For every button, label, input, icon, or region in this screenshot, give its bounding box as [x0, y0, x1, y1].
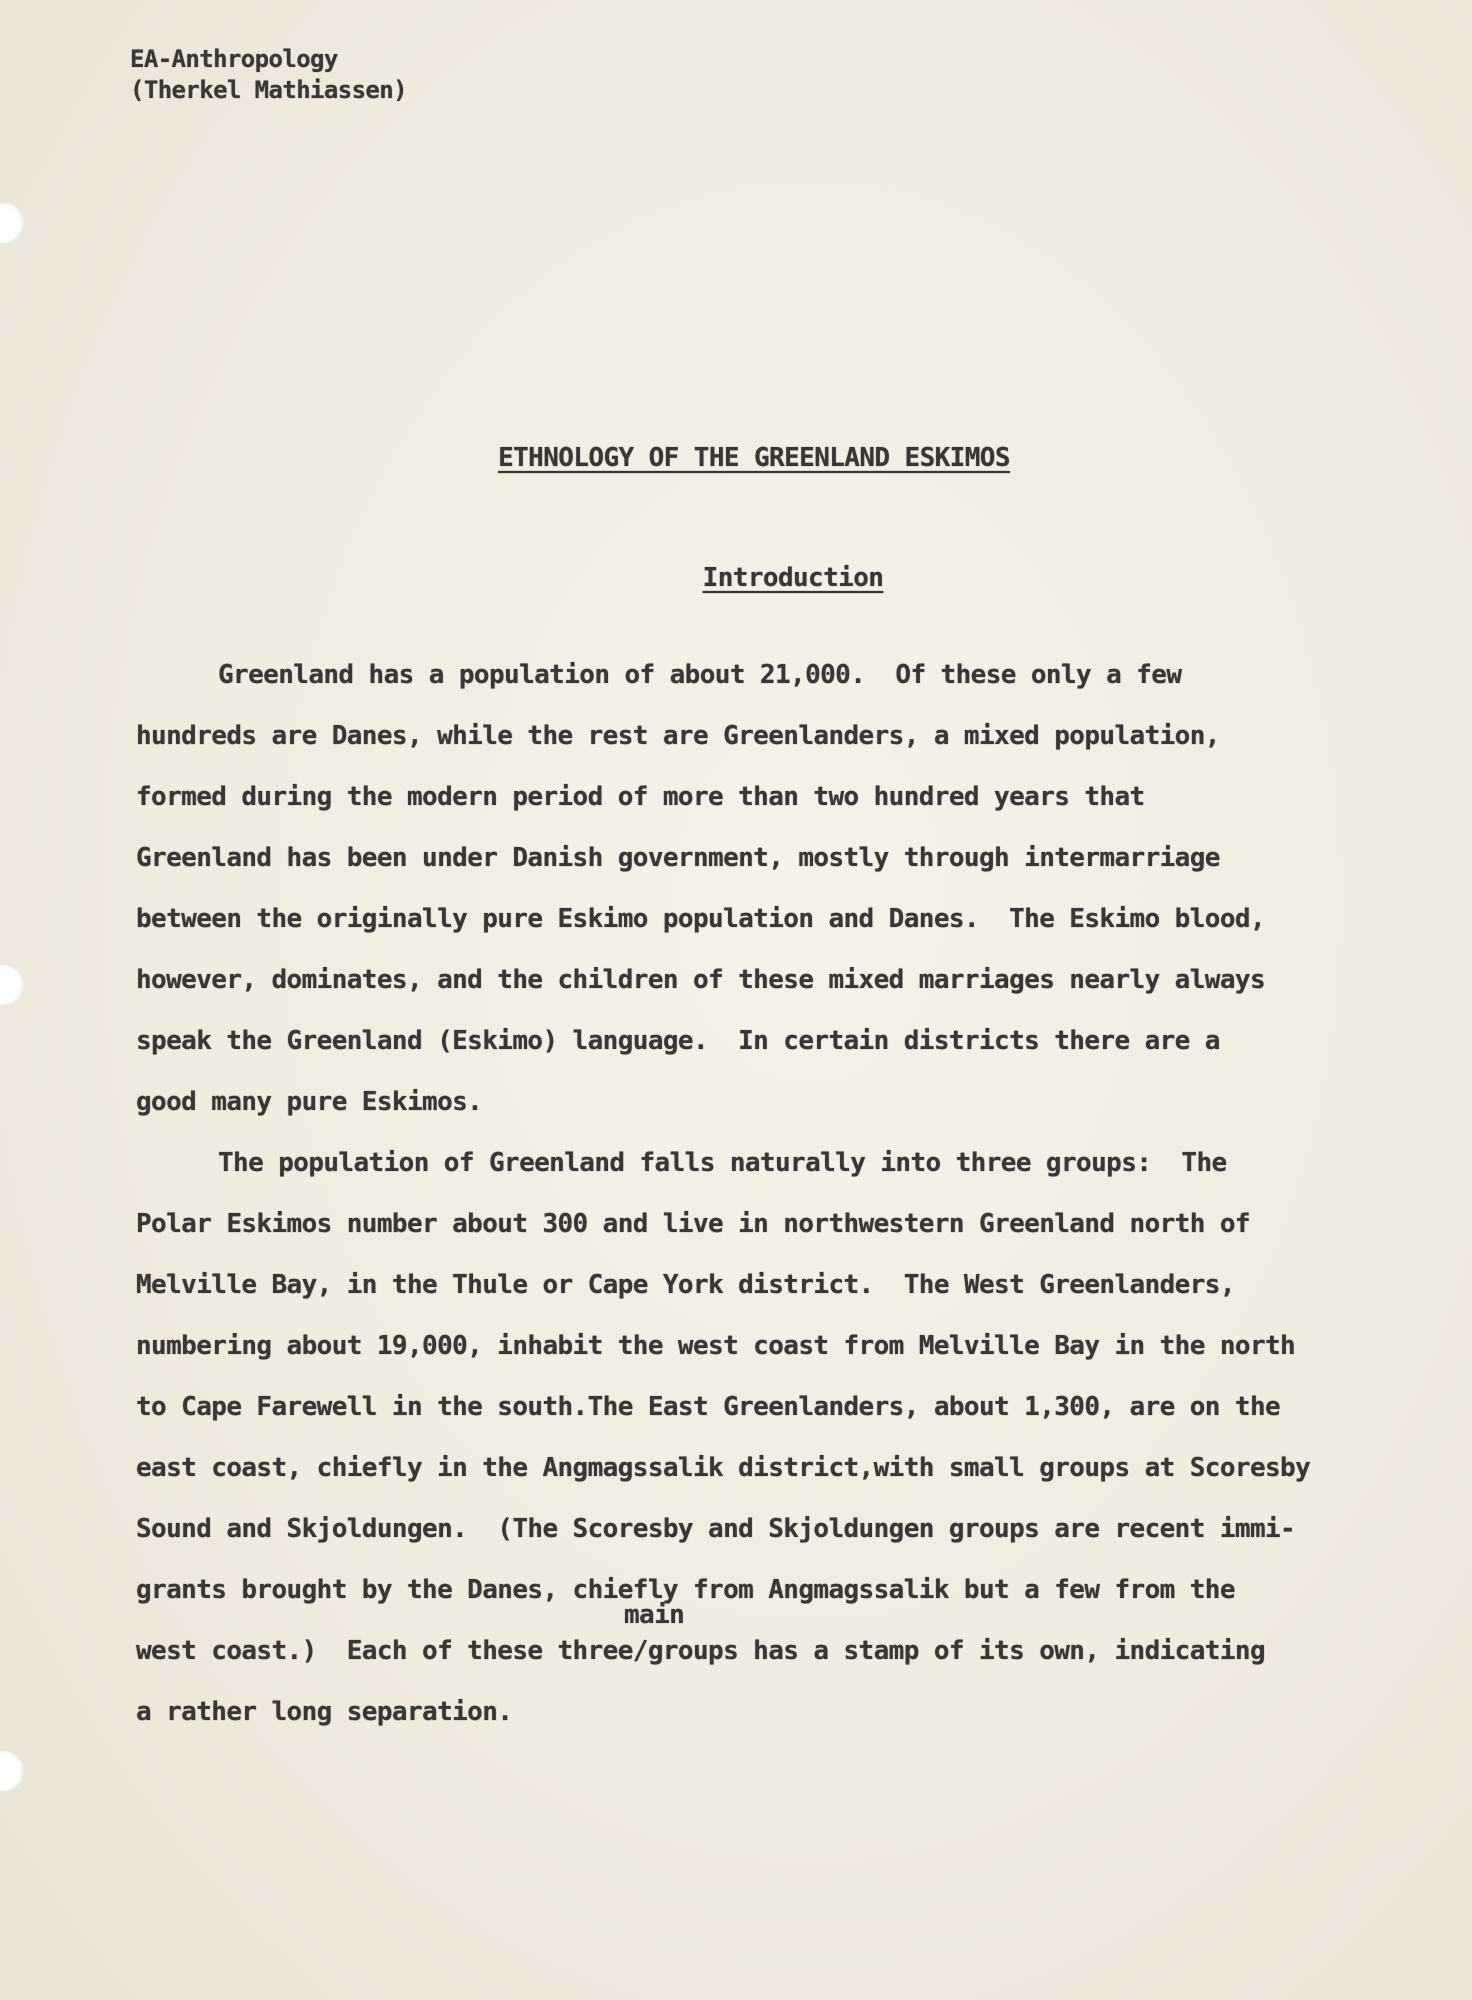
- paragraph-1-line: good many pure Eskimos.: [136, 1087, 483, 1117]
- paragraph-2-line: numbering about 19,000, inhabit the west coast from Melville Bay in the north: [136, 1331, 1296, 1361]
- punch-hole: [0, 1751, 24, 1791]
- paragraph-2-line: Sound and Skjoldungen. (The Scoresby and Skjoldungen groups are recent immi-: [136, 1514, 1296, 1544]
- interlinear-insertion: main: [624, 1600, 685, 1630]
- paragraph-1-line: formed during the modern period of more than two hundred years that: [136, 782, 1145, 812]
- section-heading: Introduction: [702, 563, 884, 593]
- paragraph-2-line: Melville Bay, in the Thule or Cape York district. The West Greenlanders,: [136, 1270, 1235, 1300]
- paragraph-1-line: hundreds are Danes, while the rest are Greenlanders, a mixed population,: [136, 721, 1220, 751]
- punch-hole: [0, 203, 24, 243]
- paragraph-1-line: between the originally pure Eskimo population and Danes. The Eskimo blood,: [136, 904, 1265, 934]
- header-department: EA-Anthropology: [130, 45, 338, 73]
- document-title: ETHNOLOGY OF THE GREENLAND ESKIMOS: [498, 443, 1010, 473]
- paragraph-1-line: Greenland has been under Danish government, mostly through intermarriage: [136, 843, 1220, 873]
- paragraph-2-line: west coast.) Each of these three/groups has a stamp of its own, indicating: [136, 1636, 1265, 1666]
- paragraph-1-line: speak the Greenland (Eskimo) language. In certain districts there are a: [136, 1026, 1220, 1056]
- punch-hole: [0, 965, 24, 1005]
- paragraph-2-line: to Cape Farewell in the south.The East Greenlanders, about 1,300, are on the: [136, 1392, 1281, 1422]
- paragraph-2-line: Polar Eskimos number about 300 and live in northwestern Greenland north of: [136, 1209, 1250, 1239]
- paragraph-1-line: however, dominates, and the children of these mixed marriages nearly always: [136, 965, 1265, 995]
- paragraph-2-line: grants brought by the Danes, chiefly from Angmagssalik but a few from the: [136, 1575, 1235, 1605]
- header-author: (Therkel Mathiassen): [130, 76, 407, 104]
- paragraph-2-line: a rather long separation.: [136, 1697, 513, 1727]
- paragraph-2-line: east coast, chiefly in the Angmagssalik district,with small groups at Scoresby: [136, 1453, 1311, 1483]
- paragraph-2-line: The population of Greenland falls naturally into three groups: The: [218, 1148, 1227, 1178]
- paragraph-1-line: Greenland has a population of about 21,000. Of these only a few: [218, 660, 1182, 690]
